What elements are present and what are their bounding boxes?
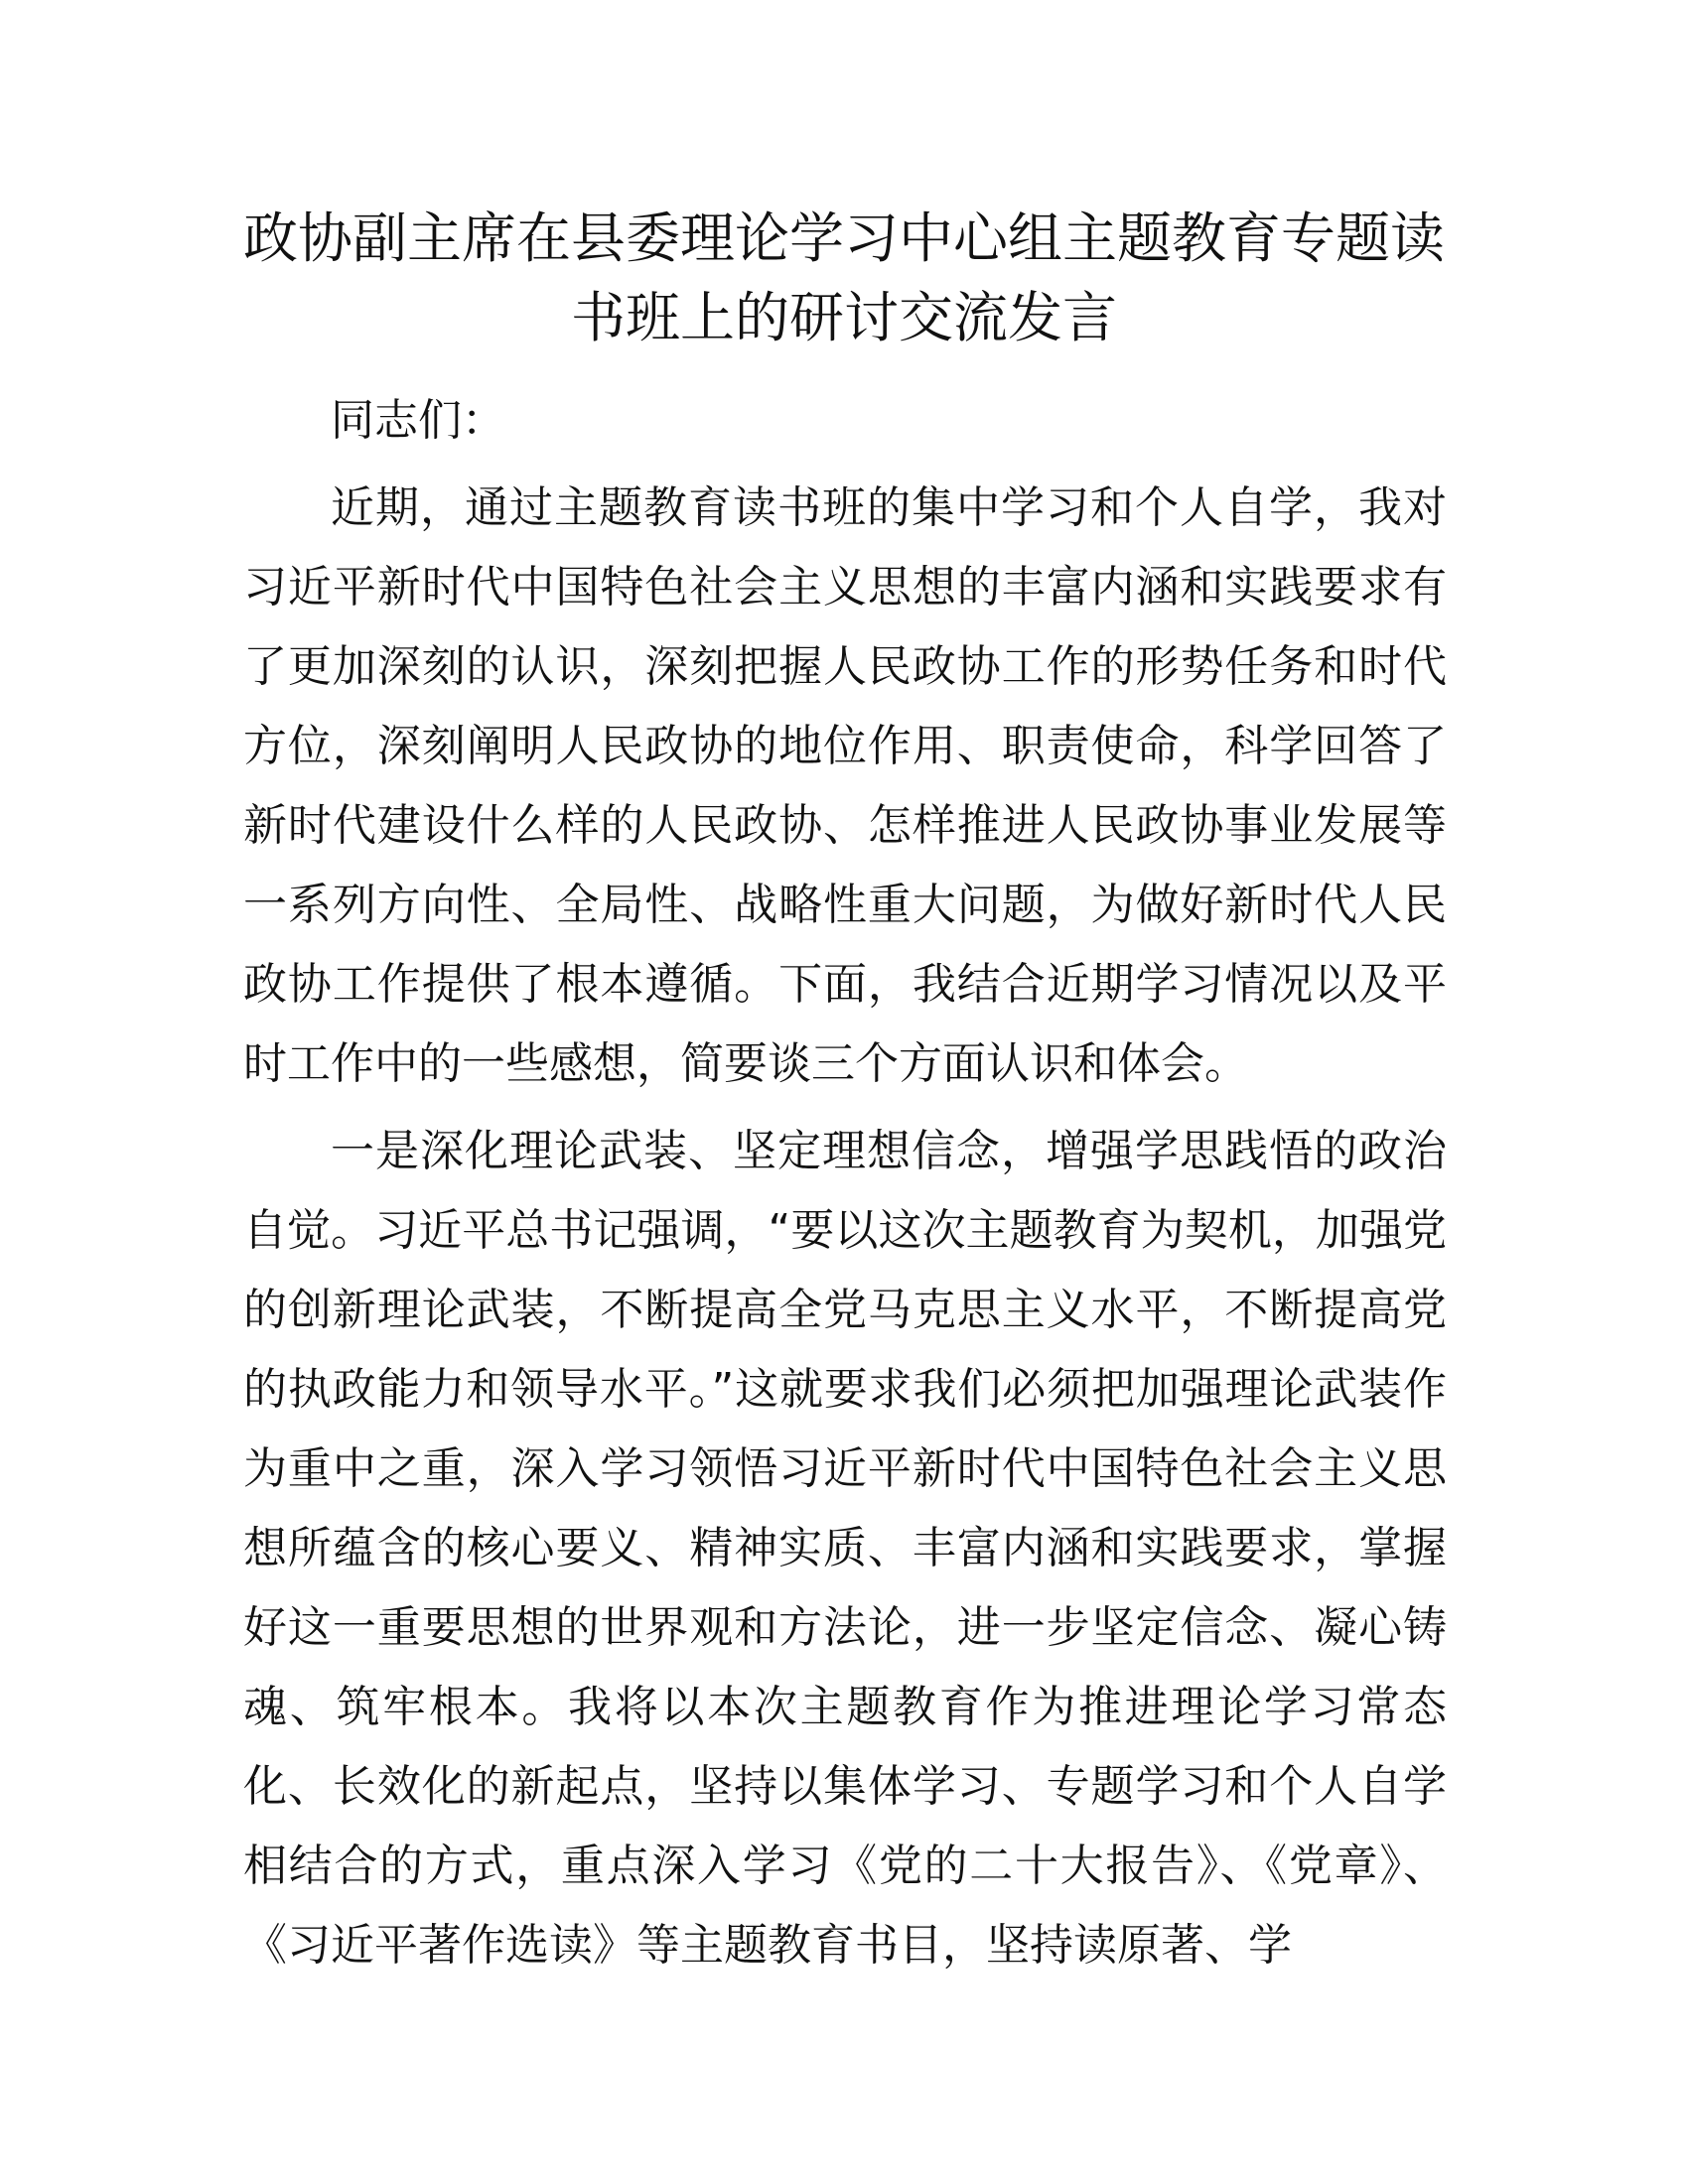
salutation: 同志们：: [331, 395, 505, 446]
document-title: 政协副主席在县委理论学习中心组主题教育专题读书班上的研讨交流发言: [243, 206, 1446, 349]
paragraph-point-one: 一是深化理论武装、坚定理想信念，增强学思践悟的政治自觉。习近平总书记强调，“要以这次主题教育为契机，加强党的创新理论武装，不断提高全党马克思主义水平，不断提高党的执政能力和领导水平。”这就要求我们必须把加强理论武装作为重中之重，深入学习领悟习近平新时代中国特色社会主义思想所蕴含的核心要义、精神实质、丰富内涵和实践要求，掌握好这一重要思想的世界观和方法论，进一步坚定信念、凝心铸魂、筑牢根本。我将以本次主题教育作为推进理论学习常态化、长效化的新起点，坚持以集体学习、专题学习和个人自学相结合的方式，重点深入学习《党的二十大报告》、《党章》、《习近平著作选读》等主题教育书目，坚持读原著、学: [243, 1126, 1447, 1971]
paragraph-intro: 近期，通过主题教育读书班的集中学习和个人自学，我对习近平新时代中国特色社会主义思想的丰富内涵和实践要求有了更加深刻的认识，深刻把握人民政协工作的形势任务和时代方位，深刻阐明人民政协的地位作用、职责使命，科学回答了新时代建设什么样的人民政协、怎样推进人民政协事业发展等一系列方向性、全局性、战略性重大问题，为做好新时代人民政协工作提供了根本遵循。下面，我结合近期学习情况以及平时工作中的一些感想，简要谈三个方面认识和体会。: [243, 482, 1447, 1089]
document-body: [243, 381, 1447, 1993]
